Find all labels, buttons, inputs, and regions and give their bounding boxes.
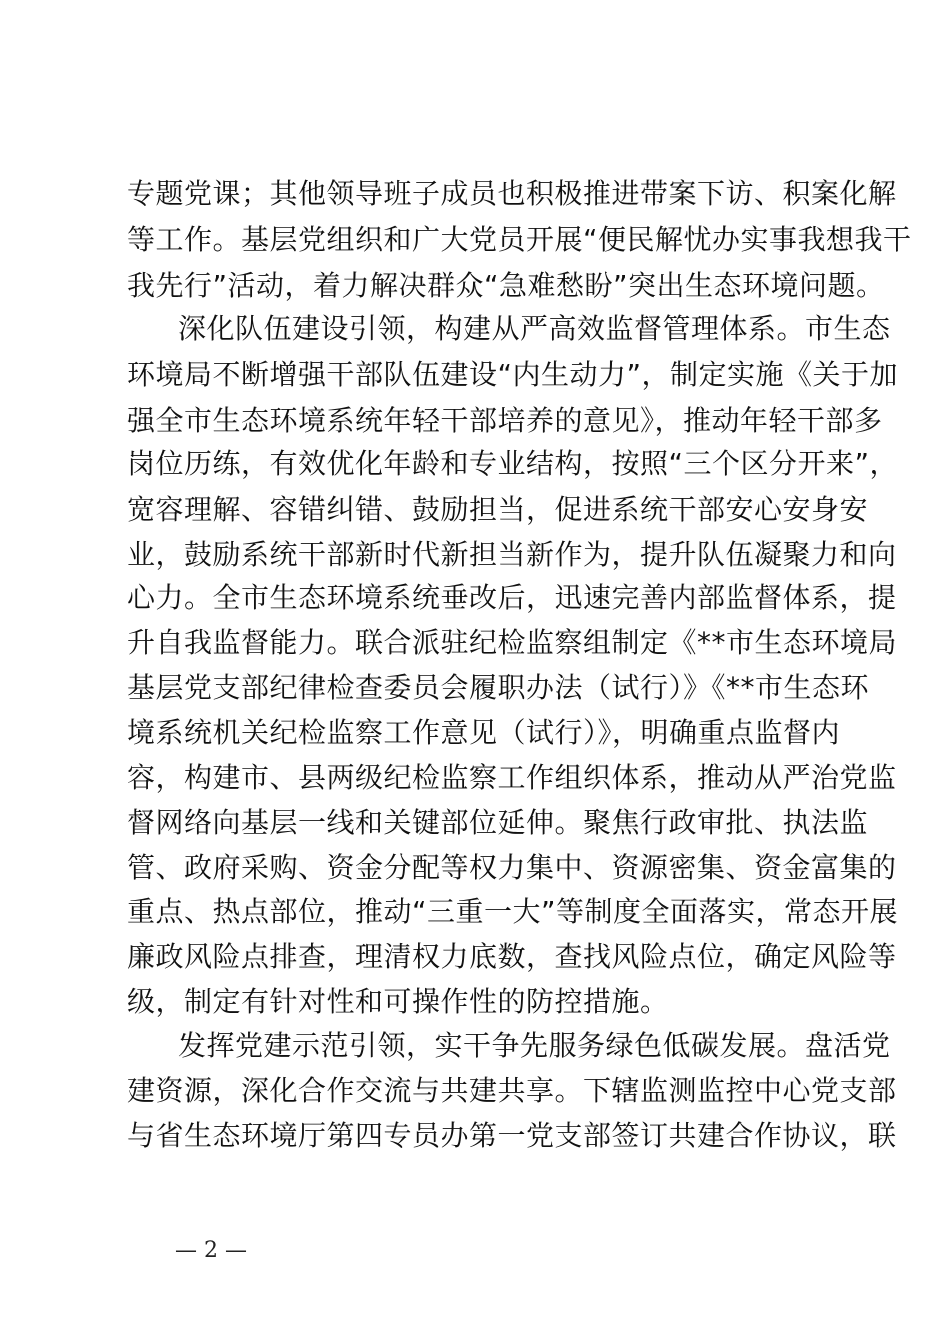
text-line: 境系统机关纪检监察工作意见（试行）》，明确重点监督内 bbox=[127, 716, 841, 749]
text-line: 督网络向基层一线和关键部位延伸。聚焦行政审批、执法监 bbox=[127, 806, 869, 839]
paragraph-heading-line: 发挥党建示范引领，实干争先服务绿色低碳发展。盘活党 bbox=[178, 1029, 891, 1062]
text-line: 等工作。基层党组织和广大党员开展“便民解忧办实事我想我干 bbox=[127, 223, 912, 256]
text-line: 管、政府采购、资金分配等权力集中、资源密集、资金富集的 bbox=[127, 851, 897, 884]
text-line: 心力。全市生态环境系统垂改后，迅速完善内部监督体系，提 bbox=[127, 581, 897, 614]
text-line: 重点、热点部位，推动“三重一大”等制度全面落实，常态开展 bbox=[127, 895, 899, 928]
text-line: 基层党支部纪律检查委员会履职办法（试行）》《**市生态环 bbox=[127, 671, 870, 704]
text-line: 宽容理解、容错纠错、鼓励担当，促进系统干部安心安身安 bbox=[127, 493, 869, 526]
page-number: — 2 — bbox=[175, 1238, 247, 1263]
text-line: 廉政风险点排查，理清权力底数，查找风险点位，确定风险等 bbox=[127, 940, 897, 973]
text-line: 强全市生态环境系统年轻干部培养的意见》，推动年轻干部多 bbox=[127, 404, 883, 437]
text-line: 岗位历练，有效优化年龄和专业结构，按照“三个区分开来”， bbox=[127, 447, 899, 480]
text-line: 级，制定有针对性和可操作性的防控措施。 bbox=[127, 985, 669, 1018]
text-line: 环境局不断增强干部队伍建设“内生动力”，制定实施《关于加 bbox=[127, 358, 899, 391]
text-line: 我先行”活动，着力解决群众“急难愁盼”突出生态环境问题。 bbox=[127, 269, 885, 302]
text-line: 业，鼓励系统干部新时代新担当新作为，提升队伍凝聚力和向 bbox=[127, 538, 897, 571]
text-line: 升自我监督能力。联合派驻纪检监察组制定《**市生态环境局 bbox=[127, 626, 898, 659]
text-line: 与省生态环境厅第四专员办第一党支部签订共建合作协议，联 bbox=[127, 1119, 897, 1152]
text-line: 专题党课；其他领导班子成员也积极推进带案下访、积案化解 bbox=[127, 177, 897, 210]
text-line: 容，构建市、县两级纪检监察工作组织体系，推动从严治党监 bbox=[127, 761, 897, 794]
text-line: 建资源，深化合作交流与共建共享。下辖监测监控中心党支部 bbox=[127, 1074, 897, 1107]
paragraph-heading-line: 深化队伍建设引领，构建从严高效监督管理体系。市生态 bbox=[178, 312, 891, 345]
